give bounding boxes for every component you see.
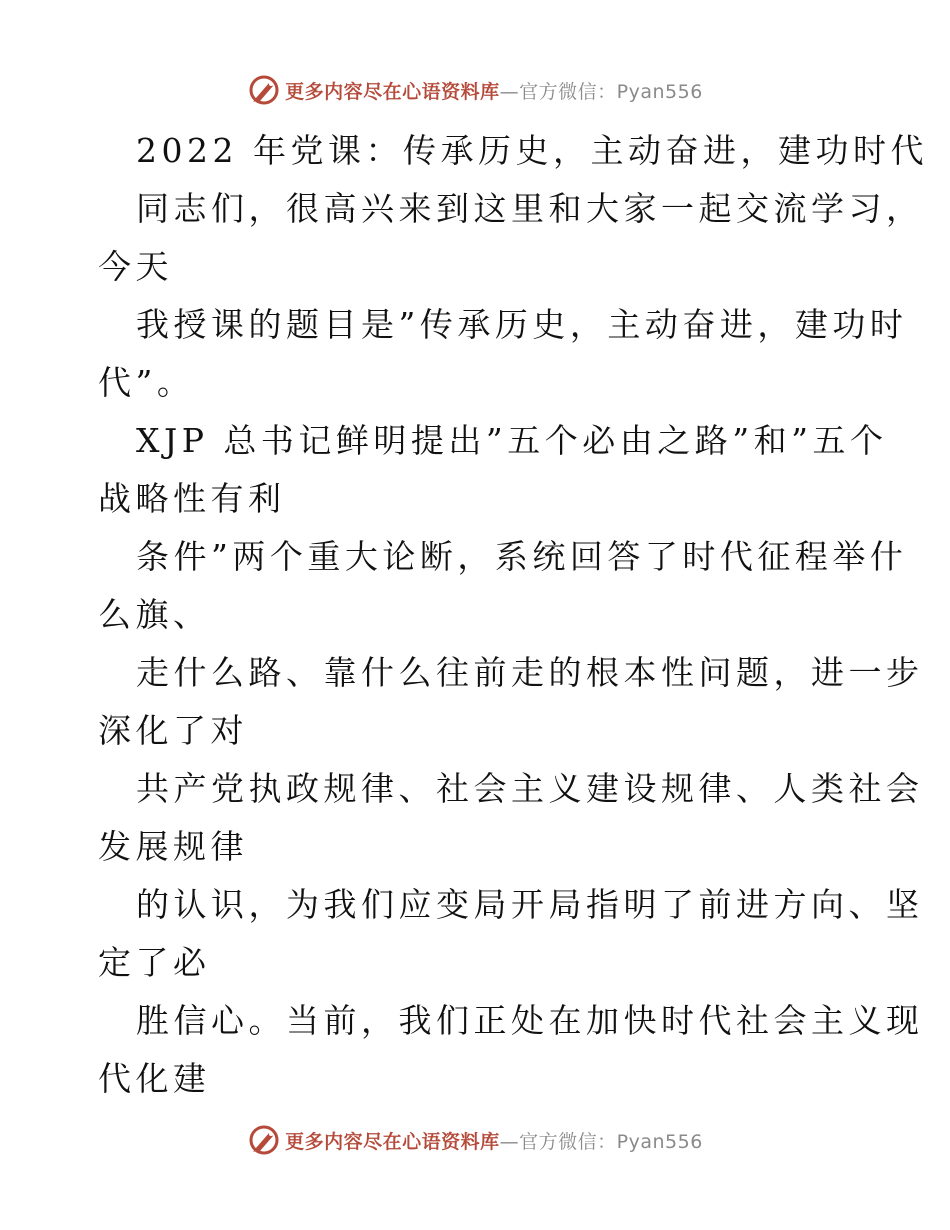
paragraph-line: 今天	[98, 247, 173, 286]
paragraph-line: 发展规律	[98, 827, 248, 866]
paragraph-line: 同志们，很高兴来到这里和大家一起交流学习，	[136, 189, 924, 228]
document-body	[98, 122, 928, 1108]
pen-logo-icon	[247, 1123, 281, 1157]
paragraph-line: 代化建	[98, 1059, 211, 1098]
paragraph-line: XJP 总书记鲜明提出”五个必由之路”和”五个	[136, 421, 888, 460]
paragraph-line: 胜信心。当前，我们正处在加快时代社会主义现	[136, 1001, 924, 1040]
paragraph-line: 我授课的题目是”传承历史，主动奋进，建功时	[136, 305, 908, 344]
paragraph-line: 深化了对	[98, 711, 248, 750]
paragraph-line: 条件”两个重大论断，系统回答了时代征程举什	[136, 537, 908, 576]
header-banner	[0, 70, 950, 110]
pen-logo-icon	[247, 73, 281, 107]
banner-main-text: 更多内容尽在心语资料库	[285, 80, 500, 103]
banner-dash: —	[499, 80, 520, 103]
paragraph-line: 么旗、	[98, 595, 211, 634]
paragraph-line: 走什么路、靠什么往前走的根本性问题，进一步	[136, 653, 924, 692]
paragraph-line: 战略性有利	[98, 479, 286, 518]
banner-dash: —	[499, 1130, 520, 1153]
banner-main-text: 更多内容尽在心语资料库	[285, 1130, 500, 1153]
paragraph-line: 代”。	[98, 363, 195, 402]
banner-text	[285, 77, 703, 104]
banner-wechat-text: 官方微信：Pyan556	[519, 1130, 703, 1153]
banner-wechat-text: 官方微信：Pyan556	[519, 80, 703, 103]
footer-banner	[0, 1120, 950, 1160]
paragraph-line: 的认识，为我们应变局开局指明了前进方向、坚	[136, 885, 924, 924]
document-title: 2022 年党课：传承历史，主动奋进，建功时代	[136, 131, 928, 170]
paragraph-line: 定了必	[98, 943, 211, 982]
paragraph-line: 共产党执政规律、社会主义建设规律、人类社会	[136, 769, 924, 808]
banner-text	[285, 1127, 703, 1154]
